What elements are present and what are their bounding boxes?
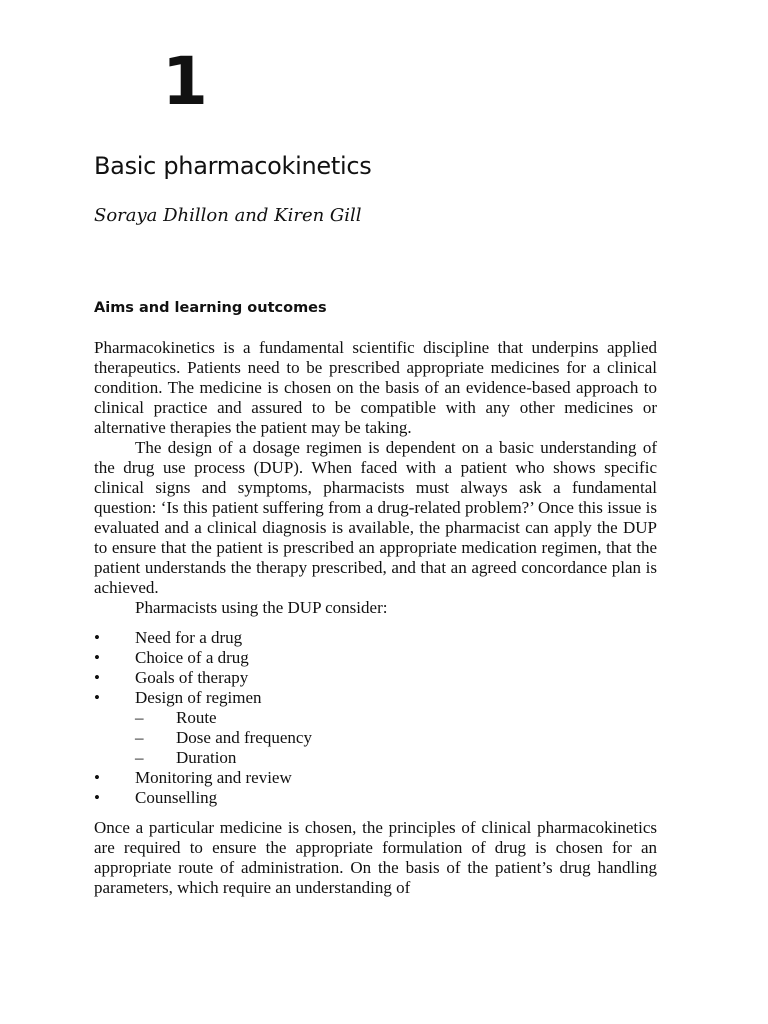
paragraph-clinical-pharmacokinetics: Once a particular medicine is chosen, the principles of clinical pharmacokinetics are required to ensure the appropriate formulation of drug is chosen for an appropriate route of administration. On the basis of the patient’s drug handling parameters, which require an understanding of bbox=[94, 818, 657, 897]
chapter-authors: Soraya Dhillon and Kiren Gill bbox=[94, 205, 362, 226]
list-item-label: Need for a drug bbox=[135, 628, 243, 647]
dup-list bbox=[94, 628, 657, 808]
sub-list bbox=[135, 708, 657, 768]
paragraph-intro: Pharmacokinetics is a fundamental scientific discipline that underpins applied therapeutics. Patients need to be prescribed appropriate medicines for a clinical condition. The medicine is chosen on the basis of an evidence-based approach to clinical practice and assured to be compatible with any other medicines or alternative therapies the patient may be taking. bbox=[94, 338, 657, 437]
bullet-icon: • bbox=[94, 788, 100, 807]
sub-list-item bbox=[135, 708, 657, 728]
sub-list-item-label: Dose and frequency bbox=[176, 728, 312, 747]
paragraph-dosage-regimen: The design of a dosage regimen is dependent on a basic understanding of the drug use process (DUP). When faced with a patient who shows specific clinical signs and symptoms, pharmacists must always ask a fundamental question: ‘Is this patient suffering from a drug-related problem?’ Once this issue is evaluated and a clinical diagnosis is available, the pharmacist can apply the DUP to ensure that the patient is prescribed an appropriate medication regimen, that the patient understands the therapy prescribed, and that an agreed concordance plan is achieved. bbox=[94, 438, 657, 597]
list-item-label: Design of regimen bbox=[135, 688, 262, 707]
bullet-icon: • bbox=[94, 668, 100, 687]
dash-icon: – bbox=[135, 708, 144, 727]
dash-icon: – bbox=[135, 748, 144, 767]
list-item bbox=[94, 668, 657, 688]
list-item bbox=[94, 648, 657, 668]
list-item-label: Monitoring and review bbox=[135, 768, 292, 787]
list-item bbox=[94, 688, 657, 768]
dash-icon: – bbox=[135, 728, 144, 747]
chapter-title: Basic pharmacokinetics bbox=[94, 152, 372, 180]
paragraph-dup-consider: Pharmacists using the DUP consider: bbox=[135, 598, 388, 617]
bullet-icon: • bbox=[94, 648, 100, 667]
chapter-number: 1 bbox=[162, 43, 208, 120]
list-item-label: Goals of therapy bbox=[135, 668, 249, 687]
bullet-icon: • bbox=[94, 768, 100, 787]
list-item bbox=[94, 788, 657, 808]
sub-list-item bbox=[135, 728, 657, 748]
bullet-icon: • bbox=[94, 628, 100, 647]
bullet-icon: • bbox=[94, 688, 100, 707]
list-item-label: Counselling bbox=[135, 788, 218, 807]
sub-list-item-label: Route bbox=[176, 708, 217, 727]
list-item-label: Choice of a drug bbox=[135, 648, 249, 667]
body-text bbox=[94, 338, 657, 898]
section-heading: Aims and learning outcomes bbox=[94, 300, 327, 316]
list-item bbox=[94, 628, 657, 648]
list-item bbox=[94, 768, 657, 788]
sub-list-item bbox=[135, 748, 657, 768]
sub-list-item-label: Duration bbox=[176, 748, 237, 767]
